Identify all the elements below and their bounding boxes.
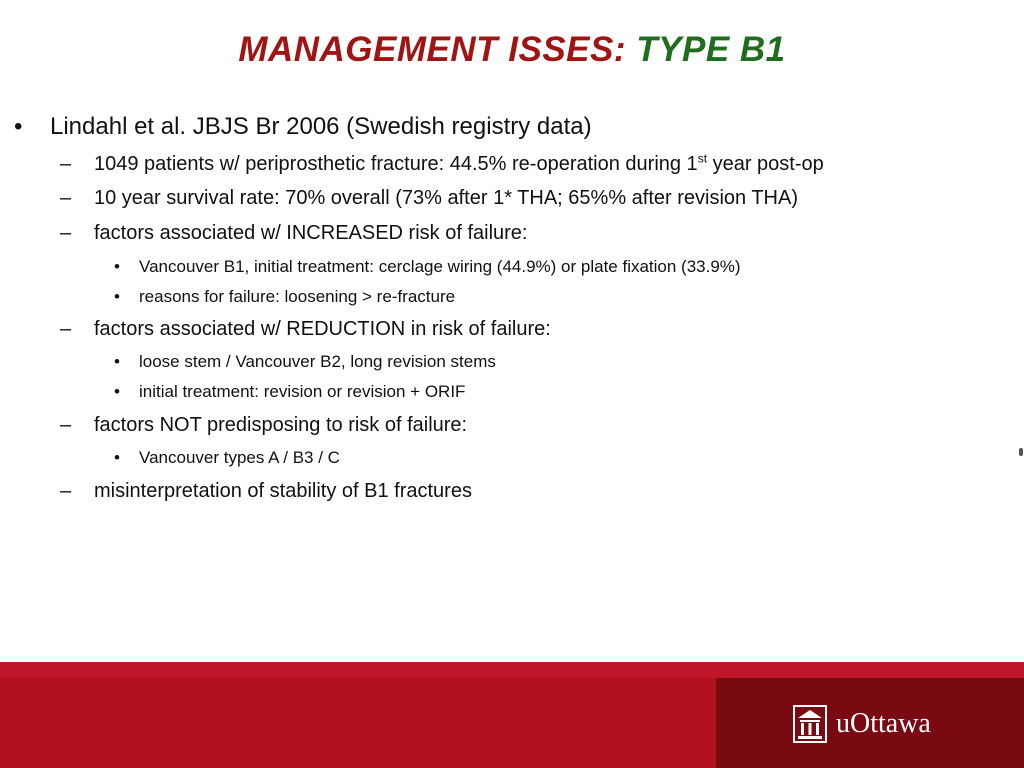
item-failure-reasons: reasons for failure: loosening > re-fracture: [139, 287, 456, 306]
dash-marker: –: [60, 222, 72, 244]
dash-marker: –: [60, 414, 72, 436]
subbullet-survival: 10 year survival rate: 70% overall (73% after 1* THA; 65%% after revision THA): [94, 187, 799, 209]
uottawa-logo: [792, 704, 931, 744]
patients-text-end: year post-op: [707, 153, 824, 175]
item-loose-stem: loose stem / Vancouver B2, long revision stems: [139, 352, 496, 371]
subbullet-patients: [94, 153, 824, 176]
subbullet-reduction-risk: factors associated w/ REDUCTION in risk of failure:: [94, 318, 551, 340]
logo-wordmark: uOttawa: [836, 708, 931, 739]
bullet-marker: •: [114, 448, 120, 467]
item-vancouver-types: Vancouver types A / B3 / C: [139, 448, 340, 467]
item-vancouver-b1: Vancouver B1, initial treatment: cerclage wiring (44.9%) or plate fixation (33.9%): [139, 257, 741, 276]
university-building-icon: [792, 704, 828, 744]
bullet-marker: •: [114, 257, 120, 276]
bullet-marker: •: [114, 287, 120, 306]
title-part-type: TYPE B1: [636, 30, 786, 69]
dash-marker: –: [60, 187, 72, 209]
dash-marker: –: [60, 153, 72, 175]
subbullet-increased-risk: factors associated w/ INCREASED risk of failure:: [94, 222, 528, 244]
bullet-marker: •: [14, 113, 23, 140]
title-part-management: MANAGEMENT ISSES:: [238, 30, 627, 69]
subbullet-not-predisposing: factors NOT predisposing to risk of failure:: [94, 414, 468, 436]
bullet-lindahl: Lindahl et al. JBJS Br 2006 (Swedish registry data): [50, 113, 592, 140]
subbullet-misinterpretation: misinterpretation of stability of B1 fractures: [94, 480, 472, 502]
bullet-marker: •: [114, 352, 120, 371]
dash-marker: –: [60, 318, 72, 340]
edge-mark: [1019, 448, 1023, 456]
item-initial-treatment: initial treatment: revision or revision + ORIF: [139, 382, 466, 401]
dash-marker: –: [60, 480, 72, 502]
bullet-marker: •: [114, 382, 120, 401]
patients-text: 1049 patients w/ periprosthetic fracture: 44.5% re-operation during 1: [94, 153, 698, 175]
footer-top-stripe: [0, 662, 1024, 678]
patients-superscript: st: [697, 151, 708, 166]
